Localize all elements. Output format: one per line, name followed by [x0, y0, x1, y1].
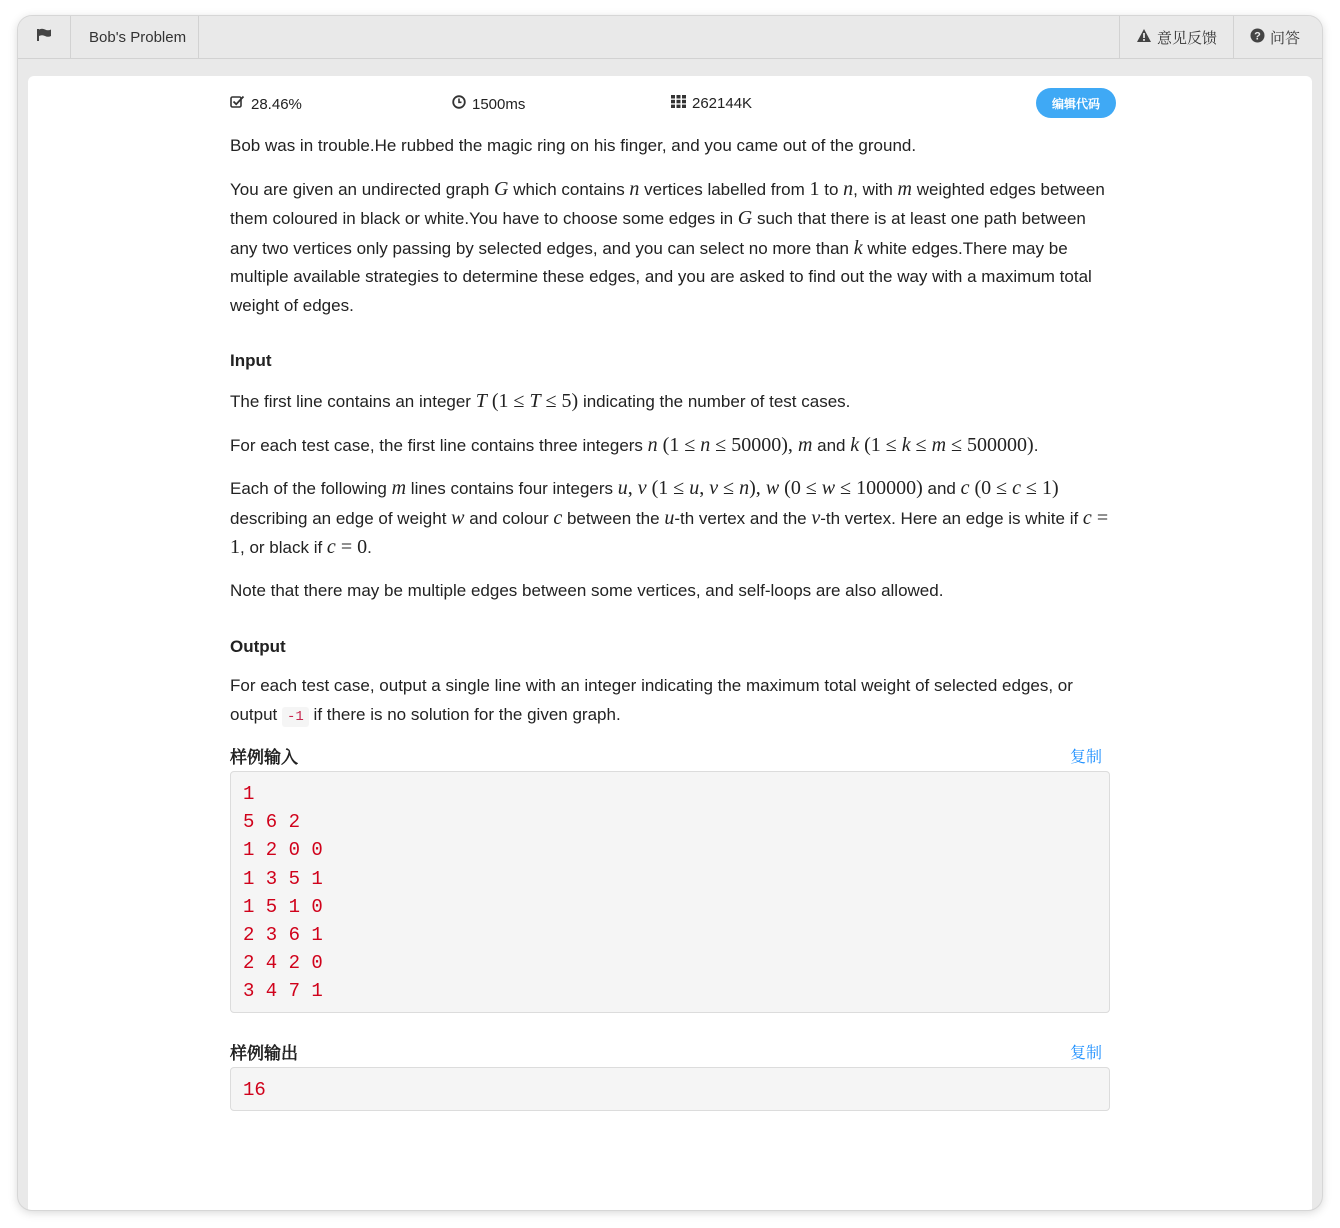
- question-circle-icon: [1250, 28, 1265, 47]
- copy-input-button[interactable]: 复制: [1069, 749, 1102, 766]
- text: weighted edges between them coloured in black or white.You have to choose some edges in: [230, 179, 1105, 228]
- math-var: v: [637, 477, 647, 499]
- feedback-label: 意见反馈: [1156, 29, 1217, 47]
- text: between the: [562, 508, 665, 528]
- acceptance-rate: 28.46%: [251, 95, 302, 113]
- text: , or black if: [240, 538, 327, 557]
- math-var: n: [700, 433, 711, 456]
- sample-output-box[interactable]: 16: [230, 1067, 1110, 1111]
- math-var: T: [475, 390, 487, 412]
- text: -th vertex. Here an edge is white if: [820, 508, 1083, 528]
- text: and: [922, 479, 961, 498]
- math: [494, 178, 508, 200]
- math-op: (0 ≤: [779, 477, 822, 499]
- text: white edges.There may be multiple available strategies to determine these edges, and you are asked to find out the way with a maximum total weight of edges.: [230, 238, 1092, 315]
- text: For each test case, the first line contains three integers: [230, 435, 648, 455]
- math-op: (1 ≤: [646, 477, 690, 499]
- math-var: m: [391, 477, 407, 499]
- qa-label: 问答: [1269, 29, 1300, 47]
- problem-content: [28, 76, 1312, 1210]
- math: [629, 178, 639, 200]
- math-var: c: [326, 536, 336, 558]
- memory-limit-stat: [671, 95, 752, 112]
- math-var: T: [529, 390, 541, 412]
- math-var: n: [647, 433, 658, 456]
- input-heading: Input: [230, 351, 272, 370]
- flag-button[interactable]: [18, 16, 71, 58]
- text: vertices labelled from: [639, 179, 810, 199]
- text: Each of the following: [230, 479, 392, 498]
- math-var: u: [617, 477, 628, 499]
- sample-input-title: 样例输入: [230, 748, 298, 767]
- text: , with: [853, 179, 898, 199]
- input-paragraph-4: Note that there may be multiple edges between some vertices, and self-loops are also allowed.: [230, 580, 944, 600]
- text: describing an edge of weight: [230, 508, 452, 528]
- clock-icon: [452, 95, 466, 113]
- top-bar-spacer: [199, 16, 1119, 58]
- math-var: w: [451, 506, 465, 529]
- description-paragraph: [230, 175, 1110, 321]
- math-var: G: [737, 207, 753, 229]
- math-op: (1 ≤: [486, 390, 530, 412]
- sample-input-header: [230, 739, 1110, 771]
- text: such that there is at least one path between any two vertices only passing by selected edges, and you can select no more than: [230, 209, 1086, 258]
- math-var: k: [853, 236, 863, 259]
- math-var: m: [797, 433, 813, 456]
- math: [648, 434, 813, 456]
- memory-limit: 262144K: [692, 95, 753, 112]
- math-op: ,: [627, 477, 638, 499]
- math-var: n: [843, 177, 854, 200]
- math-op: ≤ 50000),: [710, 433, 798, 456]
- math-var: k: [901, 433, 911, 456]
- text: and colour: [464, 508, 554, 528]
- math-var: c: [1082, 506, 1092, 529]
- grid-icon: [671, 95, 686, 112]
- sample-input-box[interactable]: 1 5 6 2 1 2 0 0 1 3 5 1 1 5 1 0 2 3 6 1 2 4 2 0 3 4 7 1: [230, 771, 1110, 1013]
- browser-window: [18, 16, 1322, 1210]
- text: .: [1033, 435, 1039, 455]
- edit-code-button[interactable]: 编辑代码: [1036, 88, 1116, 118]
- math-op: = 0: [335, 536, 368, 558]
- math-op: ≤: [718, 477, 740, 499]
- math: [854, 237, 863, 259]
- problem-body: [230, 76, 1110, 1111]
- math: [392, 477, 406, 499]
- text: You are given an undirected graph: [230, 179, 495, 199]
- math: [451, 507, 464, 529]
- feedback-button[interactable]: [1119, 16, 1233, 58]
- acceptance-stat: [230, 95, 302, 113]
- math-op: ≤ 100000): [835, 477, 923, 499]
- math: [476, 390, 579, 412]
- output-paragraph: [230, 672, 1110, 731]
- text: The first line contains an integer: [230, 392, 476, 411]
- math-op: (1 ≤: [657, 433, 701, 456]
- text: lines contains four integers: [406, 479, 618, 498]
- top-bar: [18, 16, 1322, 59]
- math-op: ≤ 500000): [946, 433, 1034, 456]
- intro-paragraph: Bob was in trouble.He rubbed the magic ring on his finger, and you came out of the ground.: [230, 136, 917, 155]
- text: to: [819, 179, 844, 199]
- math: [850, 434, 1034, 456]
- math: [898, 178, 912, 200]
- math-var: w: [765, 477, 780, 499]
- math: [811, 507, 820, 529]
- math-var: k: [850, 433, 860, 456]
- sample-output-header: [230, 1035, 1110, 1067]
- svg-text:?: ?: [1254, 30, 1261, 42]
- math: [553, 507, 562, 529]
- math-op: ),: [749, 477, 766, 499]
- math-op: (1 ≤: [859, 433, 902, 456]
- warning-icon: [1136, 28, 1152, 47]
- math-op: ≤: [910, 433, 932, 456]
- math-var: G: [494, 177, 509, 200]
- text: and: [812, 435, 851, 455]
- output-heading: Output: [230, 637, 286, 656]
- input-paragraph-3: [230, 474, 1110, 563]
- math: 1: [809, 177, 820, 200]
- text: which contains: [508, 179, 630, 199]
- math: [961, 477, 1059, 499]
- math-op: (0 ≤: [969, 477, 1013, 499]
- math-var: c: [553, 506, 563, 529]
- time-limit: 1500ms: [472, 95, 526, 113]
- text: -th vertex and the: [674, 508, 812, 528]
- math: [738, 207, 752, 229]
- math: [327, 536, 367, 558]
- qa-button[interactable]: [1233, 16, 1322, 58]
- inline-code: -1: [282, 707, 309, 727]
- math-var: m: [897, 177, 912, 200]
- text: if there is no solution for the given graph.: [308, 704, 621, 724]
- problem-stats: [230, 76, 1110, 132]
- problem-title-tab[interactable]: [71, 16, 199, 58]
- copy-output-button[interactable]: 复制: [1069, 1044, 1102, 1062]
- math: [843, 178, 853, 200]
- math-var: n: [739, 477, 750, 499]
- math-var: u: [689, 477, 700, 499]
- math-var: n: [629, 177, 640, 200]
- math-op: ≤ 5): [540, 390, 579, 412]
- math-var: w: [821, 477, 836, 499]
- math: [664, 507, 674, 529]
- math-var: v: [811, 506, 821, 529]
- flag-icon: [36, 28, 52, 46]
- math-op: ≤ 1): [1021, 477, 1059, 499]
- math: [618, 477, 923, 499]
- text: For each test case, output a single line with an integer indicating the maximum total weight of selected edges, or output: [230, 676, 1073, 724]
- math-var: c: [960, 477, 970, 499]
- math-var: m: [931, 433, 947, 456]
- check-square-icon: [230, 95, 245, 113]
- problem-title: Bob's Problem: [89, 28, 187, 46]
- time-limit-stat: [452, 95, 525, 113]
- text: .: [367, 538, 372, 557]
- math-op: ,: [699, 477, 710, 499]
- input-paragraph-1: [230, 387, 1110, 417]
- math-op: = 1: [230, 506, 1109, 558]
- math-var: v: [709, 477, 719, 499]
- math-var: u: [664, 506, 675, 529]
- input-paragraph-2: [230, 431, 1110, 461]
- sample-output-title: 样例输出: [230, 1043, 298, 1063]
- math-var: c: [1012, 477, 1022, 499]
- text: indicating the number of test cases.: [578, 392, 851, 411]
